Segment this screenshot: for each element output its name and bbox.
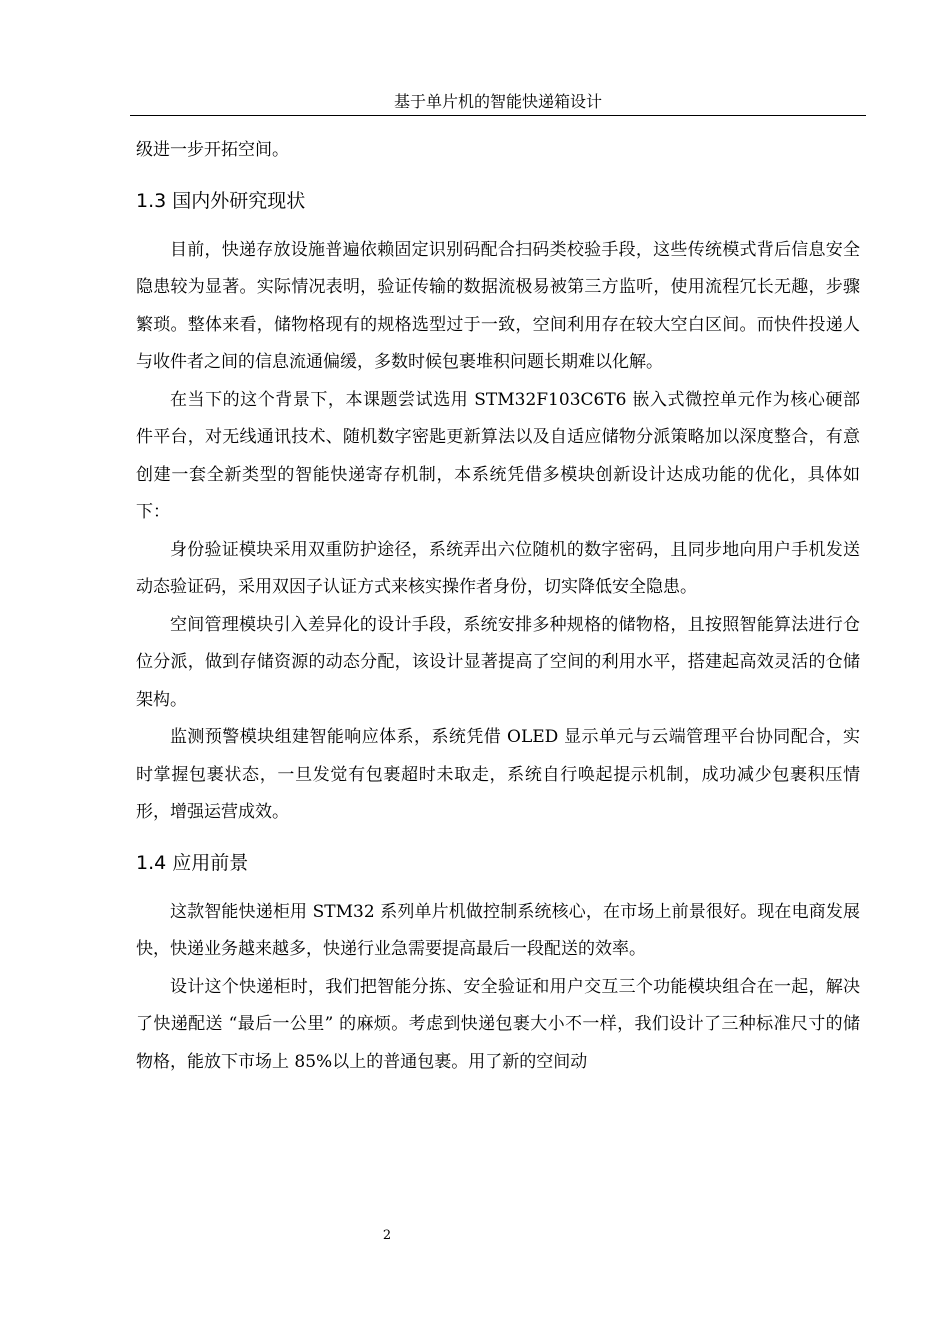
document-title: 基于单片机的智能快递箱设计 xyxy=(393,92,602,111)
section-heading-1-3: 1.3 国内外研究现状 xyxy=(136,189,306,212)
paragraph-1-3-5: 监测预警模块组建智能响应体系，系统凭借 OLED 显示单元与云端管理平台协同配合，实时掌握包裹状态，一旦发觉有包裹超时未取走，系统自行唤起提示机制，成功减少包裹积压情形，增强运营成效。 xyxy=(136,727,860,822)
continuation-paragraph: 级进一步开拓空间。 xyxy=(136,140,289,160)
paragraph-1-3-1: 目前，快递存放设施普遍依赖固定识别码配合扫码类校验手段，这些传统模式背后信息安全隐患较为显著。实际情况表明，验证传输的数据流极易被第三方监听，使用流程冗长无趣，步骤繁琐。整体来看，储物格现有的规格选型过于一致，空间利用存在较大空白区间。而快件投递人与收件者之间的信息流通偏缓，多数时候包裹堆积问题长期难以化解。 xyxy=(136,239,860,372)
paragraph-1-4-1: 这款智能快递柜用 STM32 系列单片机做控制系统核心，在市场上前景很好。现在电商发展快，快递业务越来越多，快递行业急需要提高最后一段配送的效率。 xyxy=(136,901,860,959)
page-header xyxy=(130,89,866,116)
paragraph-1-4-2: 设计这个快递柜时，我们把智能分拣、安全验证和用户交互三个功能模块组合在一起，解决了快递配送 “最后一公里” 的麻烦。考虑到快递包裹大小不一样，我们设计了三种标准尺寸的储物格，能放下市场上 85%以上的普通包裹。用了新的空间动 xyxy=(136,976,860,1072)
page-number: 2 xyxy=(382,1228,392,1243)
paragraph-1-3-3: 身份验证模块采用双重防护途径，系统弄出六位随机的数字密码，且同步地向用户手机发送动态验证码，采用双因子认证方式来核实操作者身份，切实降低安全隐患。 xyxy=(136,539,860,597)
section-heading-1-4: 1.4 应用前景 xyxy=(136,851,249,874)
document-body xyxy=(136,132,860,1081)
paragraph-1-3-2: 在当下的这个背景下，本课题尝试选用 STM32F103C6T6 嵌入式微控单元作为核心硬部件平台，对无线通讯技术、随机数字密匙更新算法以及自适应储物分派策略加以深度整合，有意创建一套全新类型的智能快递寄存机制，本系统凭借多模块创新设计达成功能的优化，具体如下： xyxy=(136,389,860,522)
paragraph-1-3-4: 空间管理模块引入差异化的设计手段，系统安排多种规格的储物格，且按照智能算法进行仓位分派，做到存储资源的动态分配，该设计显著提高了空间的利用水平，搭建起高效灵活的仓储架构。 xyxy=(136,614,860,710)
